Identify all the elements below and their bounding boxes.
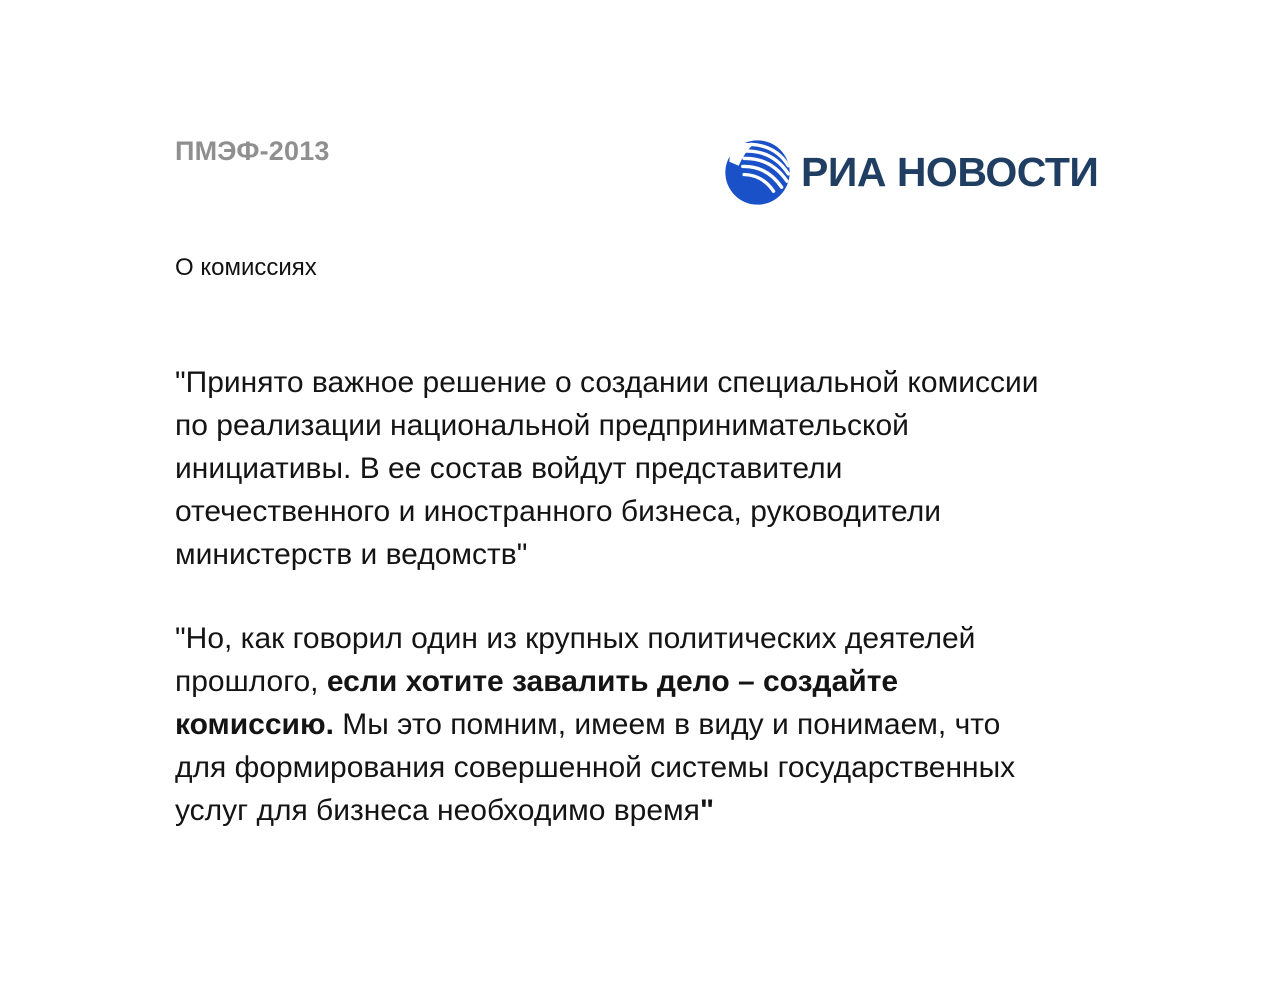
quote-text: прошлого, [175, 665, 327, 698]
quote-text: услуг для бизнеса необходимо время [175, 794, 700, 827]
quote-second-line [175, 703, 1135, 746]
quote-text: Мы это помним, имеем в виду и понимаем, что [333, 708, 1001, 741]
ria-globe-icon [724, 139, 791, 206]
quote-first-line: инициативы. В ее состав войдут представители [175, 452, 843, 485]
quote-first-line: по реализации национальной предпринимательской [175, 409, 909, 442]
quote-first-line: отечественного и иностранного бизнеса, руководители [175, 495, 941, 528]
quote-first-line: министерств и ведомств" [175, 538, 528, 571]
quote-second [175, 617, 1135, 832]
quote-second-line: для формирования совершенной системы государственных [175, 751, 1016, 784]
quote-emphasis: комиссию. [175, 708, 334, 741]
ria-novosti-logo [724, 137, 1098, 207]
logo-text: РИА НОВОСТИ [801, 148, 1099, 195]
topic-heading: О комиссиях [175, 254, 317, 281]
quote-closing-mark: " [699, 794, 715, 827]
quote-second-line [175, 660, 1135, 703]
quote-second-line [175, 789, 1135, 832]
quote-first [175, 361, 1135, 576]
quote-second-line: "Но, как говорил один из крупных политических деятелей [175, 622, 976, 655]
event-label: ПМЭФ-2013 [175, 136, 330, 166]
quote-first-line: "Принято важное решение о создании специальной комиссии [175, 366, 1039, 399]
quote-emphasis: если хотите завалить дело – создайте [326, 665, 899, 698]
